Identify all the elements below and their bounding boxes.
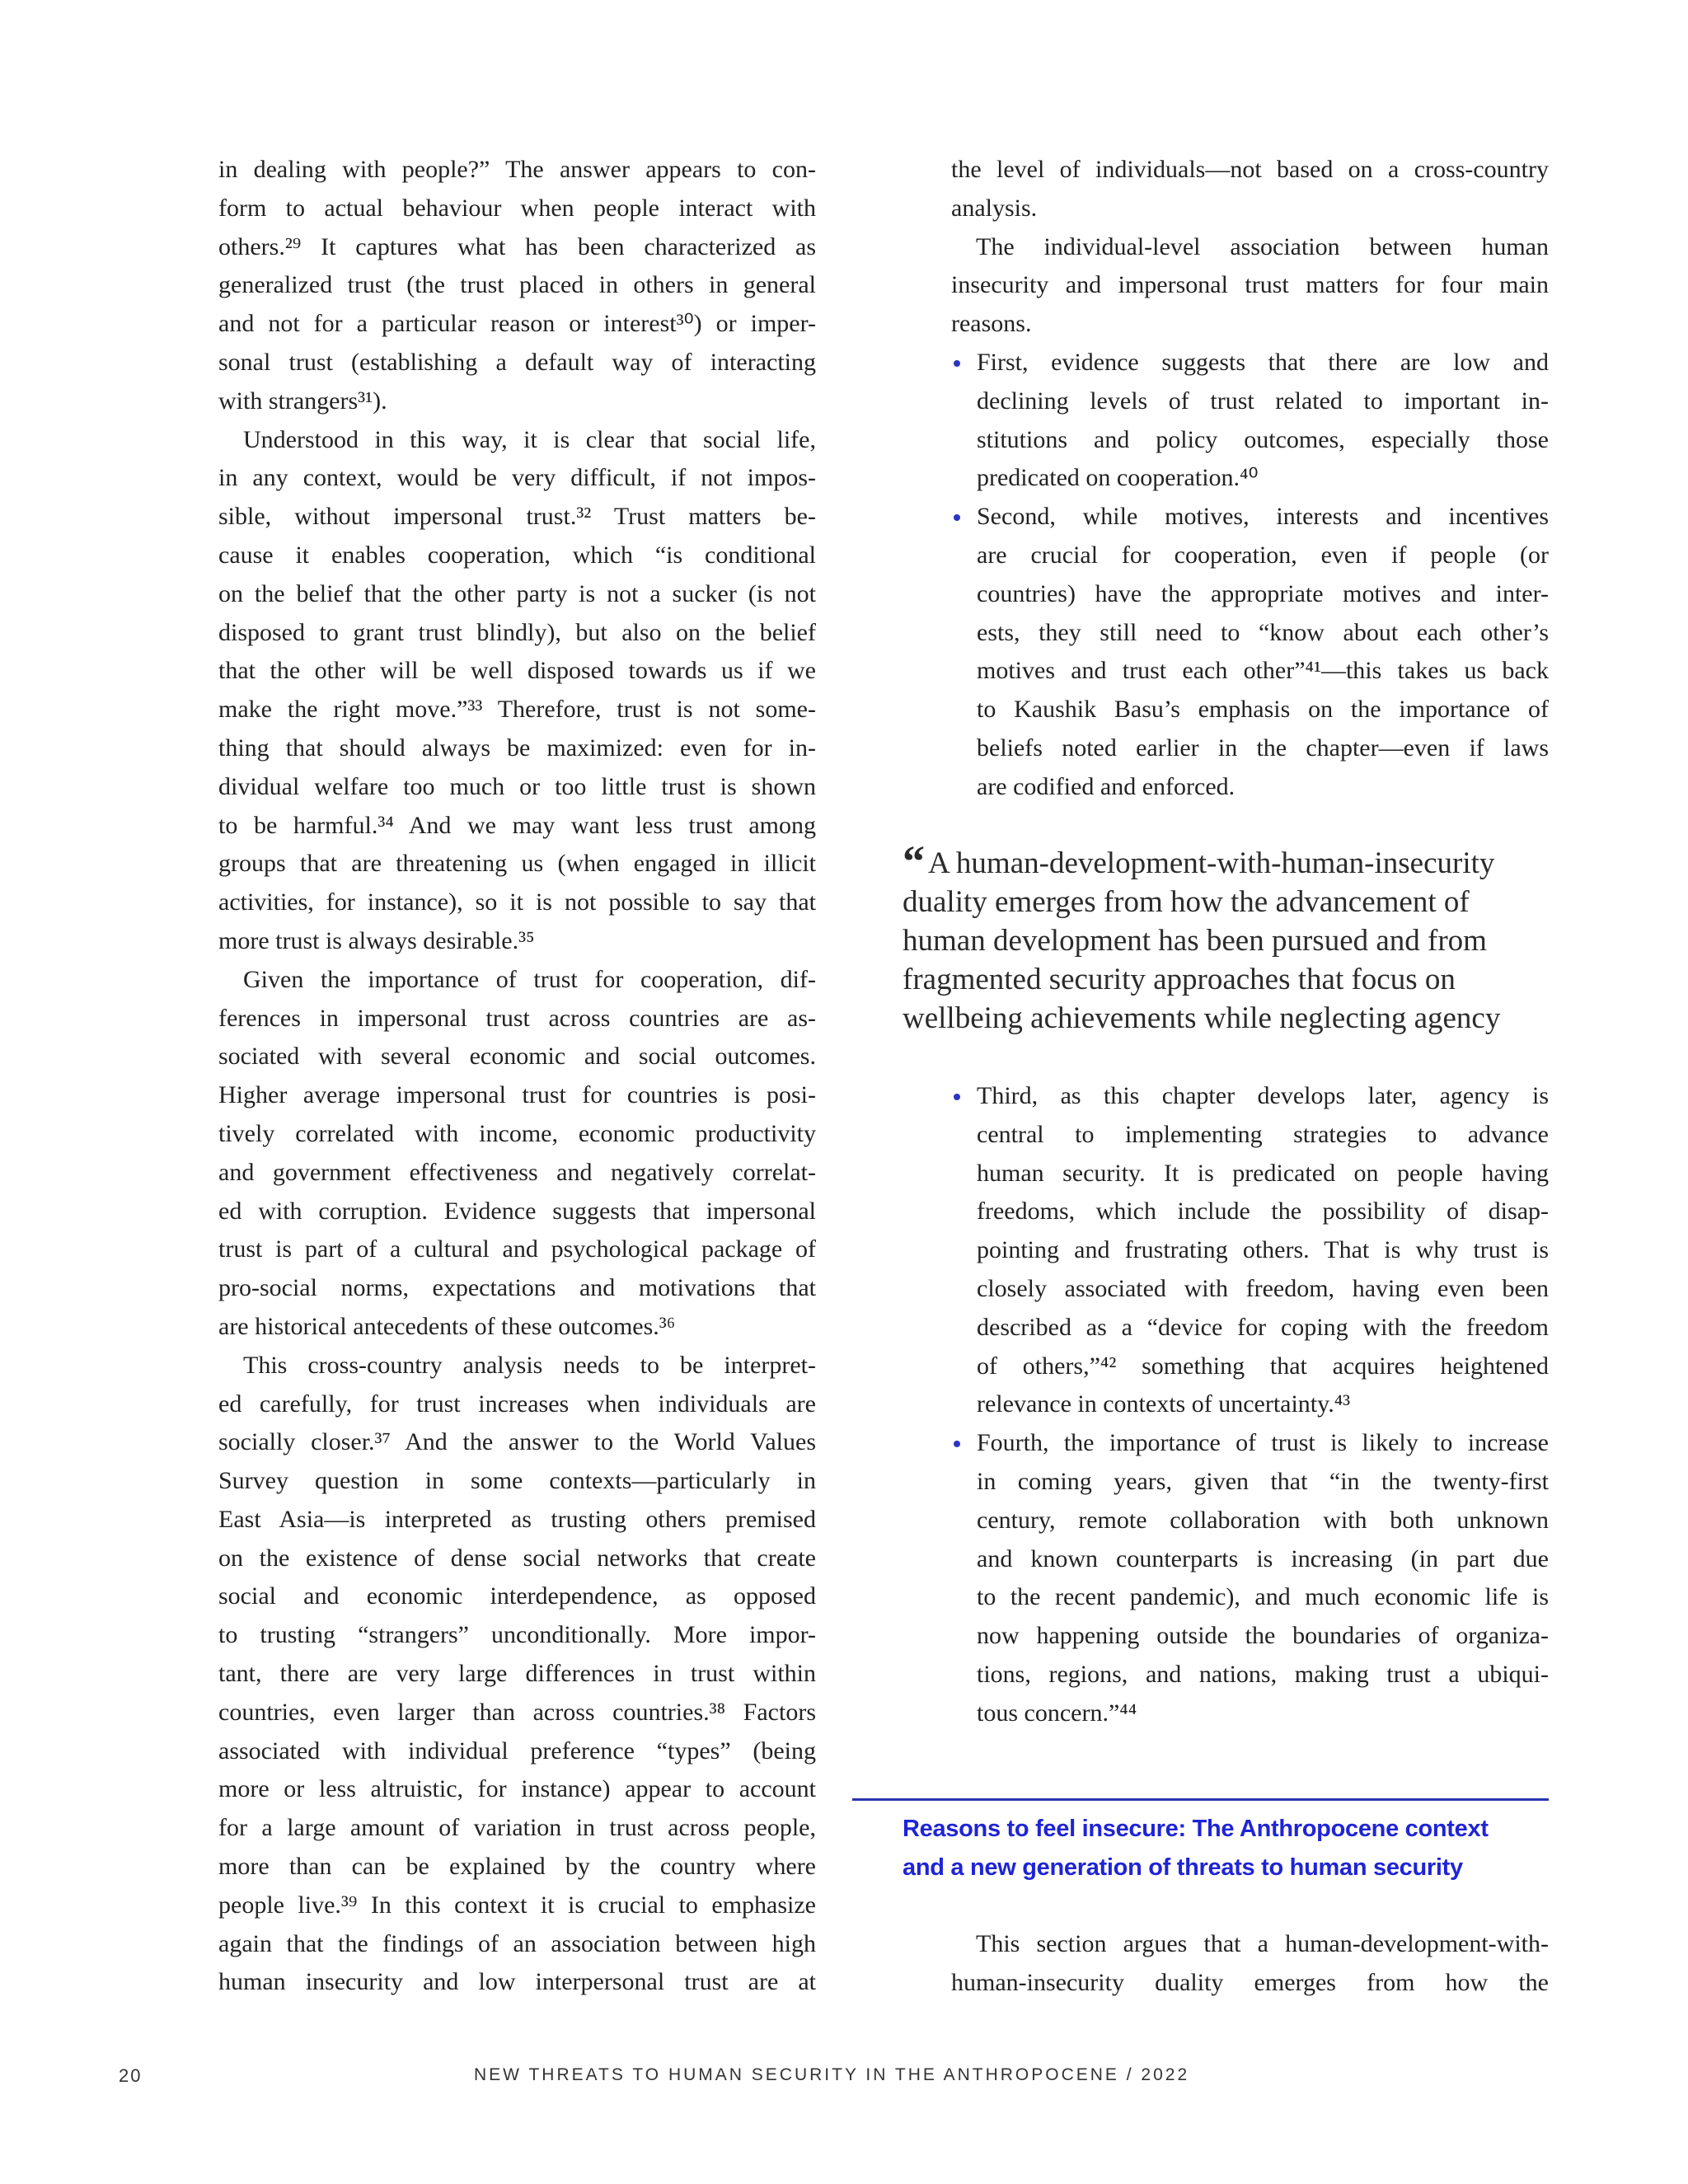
text-line: and known counterparts is increasing (in part due bbox=[977, 1544, 1549, 1572]
pull-quote-line: wellbeing achievements while neglecting agency bbox=[903, 1001, 1501, 1035]
text-line: beliefs noted earlier in the chapter—even if laws bbox=[977, 733, 1549, 762]
paragraph bbox=[218, 1347, 816, 2003]
paragraph bbox=[218, 961, 816, 1347]
text-line: in coming years, given that “in the twenty-first bbox=[977, 1467, 1549, 1495]
section-divider bbox=[852, 1798, 1549, 1801]
pull-quote-line: human development has been pursued and from bbox=[903, 924, 1487, 958]
section-heading bbox=[903, 1810, 1562, 1887]
text-line: East Asia—is interpreted as trusting others premised bbox=[218, 1505, 816, 1533]
text-line: This cross-country analysis needs to be interpret- bbox=[243, 1351, 816, 1379]
text-line: to the recent pandemic), and much economic life is bbox=[977, 1583, 1549, 1611]
text-line: Fourth, the importance of trust is likely to increase bbox=[977, 1429, 1549, 1457]
text-line: sonal trust (establishing a default way of interacting bbox=[218, 348, 816, 376]
text-line: that the other will be well disposed towards us if we bbox=[218, 657, 816, 685]
text-line: groups that are threatening us (when engaged in illicit bbox=[218, 850, 816, 878]
text-line: human security. It is predicated on people having bbox=[977, 1159, 1549, 1187]
text-line: motives and trust each other”⁴¹—this takes us back bbox=[977, 657, 1549, 685]
right-column-top bbox=[951, 151, 1549, 807]
text-line: thing that should always be maximized: even for in- bbox=[218, 733, 816, 762]
text-line: predicated on cooperation.⁴⁰ bbox=[977, 464, 1259, 492]
text-line: are historical antecedents of these outcomes.³⁶ bbox=[218, 1312, 676, 1340]
section-paragraph bbox=[951, 1925, 1549, 2003]
text-line: are codified and enforced. bbox=[977, 772, 1236, 800]
text-line: form to actual behaviour when people interact with bbox=[218, 194, 816, 222]
running-footer-title: NEW THREATS TO HUMAN SECURITY IN THE ANTHROPOCENE / 2022 bbox=[474, 2065, 1190, 2084]
section-heading-line: Reasons to feel insecure: The Anthropocene context bbox=[903, 1816, 1489, 1842]
text-line: in any context, would be very difficult, if not impos- bbox=[218, 464, 816, 492]
text-line: and not for a particular reason or interest³⁰) or imper- bbox=[218, 310, 816, 338]
text-line: First, evidence suggests that there are low and bbox=[977, 348, 1549, 376]
text-line: tions, regions, and nations, making trust a ubiqui- bbox=[977, 1660, 1549, 1688]
text-line: people live.³⁹ In this context it is crucial to emphasize bbox=[218, 1891, 816, 1919]
paragraph bbox=[951, 228, 1549, 344]
text-line: more than can be explained by the country where bbox=[218, 1853, 816, 1881]
text-line: again that the findings of an association between high bbox=[218, 1929, 816, 1957]
text-line: freedoms, which include the possibility of disap- bbox=[977, 1197, 1549, 1226]
text-line: Understood in this way, it is clear that social life, bbox=[243, 425, 816, 453]
text-line: Third, as this chapter develops later, agency is bbox=[977, 1082, 1549, 1109]
right-column-bottom bbox=[951, 1077, 1549, 1733]
text-line: now happening outside the boundaries of organiza- bbox=[977, 1622, 1549, 1650]
quote-mark-icon: “ bbox=[903, 837, 925, 886]
text-line: ferences in impersonal trust across countries are as- bbox=[218, 1004, 816, 1032]
pull-quote-line: fragmented security approaches that focus on bbox=[903, 963, 1456, 996]
text-line: on the existence of dense social networks that create bbox=[218, 1544, 816, 1572]
text-line: activities, for instance), so it is not possible to say that bbox=[218, 888, 816, 916]
text-line: for a large amount of variation in trust across people, bbox=[218, 1814, 816, 1842]
text-line: of others,”⁴² something that acquires heightened bbox=[977, 1352, 1549, 1380]
text-line: human-insecurity duality emerges from how the bbox=[951, 1968, 1549, 1996]
text-line: described as a “device for coping with the freedom bbox=[977, 1313, 1549, 1341]
text-line: associated with individual preference “types” (being bbox=[218, 1736, 816, 1765]
text-line: more or less altruistic, for instance) appear to account bbox=[218, 1775, 816, 1803]
text-line: others.²⁹ It captures what has been characterized as bbox=[218, 232, 816, 260]
text-line: stitutions and policy outcomes, especially those bbox=[977, 425, 1549, 453]
text-line: ed carefully, for trust increases when individuals are bbox=[218, 1390, 816, 1418]
text-line: sible, without impersonal trust.³² Trust matters be- bbox=[218, 503, 816, 531]
text-line: ests, they still need to “know about each other’s bbox=[977, 618, 1549, 646]
text-line: century, remote collaboration with both unknown bbox=[977, 1506, 1549, 1534]
text-line: Second, while motives, interests and incentives bbox=[977, 503, 1549, 531]
text-line: to Kaushik Basu’s emphasis on the importance of bbox=[977, 696, 1549, 724]
text-line: trust is part of a cultural and psychological package of bbox=[218, 1235, 816, 1263]
left-column bbox=[218, 151, 816, 2002]
text-line: The individual-level association between human bbox=[976, 232, 1549, 260]
text-line: countries) have the appropriate motives and inter- bbox=[977, 579, 1549, 607]
paragraph bbox=[951, 1925, 1549, 2003]
text-line: pointing and frustrating others. That is why trust is bbox=[977, 1236, 1549, 1264]
text-line: more trust is always desirable.³⁵ bbox=[218, 926, 535, 954]
text-line: Higher average impersonal trust for countries is posi- bbox=[218, 1081, 816, 1109]
text-line: to be harmful.³⁴ And we may want less trust among bbox=[218, 811, 816, 839]
text-line: are crucial for cooperation, even if people (or bbox=[977, 541, 1549, 569]
bullet-item bbox=[951, 498, 1549, 806]
text-line: Given the importance of trust for cooperation, dif- bbox=[243, 965, 816, 993]
text-line: disposed to grant trust blindly), but also on the belief bbox=[218, 618, 816, 646]
pull-quote-line: duality emerges from how the advancement of bbox=[903, 885, 1470, 919]
text-line: socially closer.³⁷ And the answer to the World Values bbox=[218, 1428, 816, 1456]
bullet-item bbox=[951, 344, 1549, 498]
text-line: tant, there are very large differences in trust within bbox=[218, 1660, 816, 1688]
pull-quote-line: “ A human-development-with-human-insecurity bbox=[903, 837, 1495, 886]
text-line: relevance in contexts of uncertainty.⁴³ bbox=[977, 1390, 1351, 1418]
text-line: ed with corruption. Evidence suggests that impersonal bbox=[218, 1197, 816, 1225]
text-line: analysis. bbox=[951, 194, 1038, 222]
text-line: Survey question in some contexts—particularly in bbox=[218, 1467, 816, 1495]
page-number: 20 bbox=[119, 2065, 143, 2086]
text-line: countries, even larger than across countries.³⁸ Factors bbox=[218, 1698, 816, 1726]
text-line: tous concern.”⁴⁴ bbox=[977, 1699, 1137, 1727]
text-line: to trusting “strangers” unconditionally. More impor- bbox=[218, 1621, 816, 1649]
section-heading-line: and a new generation of threats to human security bbox=[903, 1854, 1463, 1881]
paragraph bbox=[218, 421, 816, 961]
bullet-item bbox=[951, 1424, 1549, 1732]
text-line: tively correlated with income, economic productivity bbox=[218, 1119, 816, 1147]
text-line: pro-social norms, expectations and motivations that bbox=[218, 1274, 816, 1302]
text-line: in dealing with people?” The answer appears to con- bbox=[218, 156, 816, 183]
text-line: and government effectiveness and negatively correlat- bbox=[218, 1158, 816, 1186]
text-line: with strangers³¹). bbox=[218, 387, 387, 415]
text-line: dividual welfare too much or too little trust is shown bbox=[218, 772, 816, 800]
paragraph bbox=[218, 151, 816, 421]
text-line: the level of individuals—not based on a cross-country bbox=[951, 156, 1549, 183]
text-line: generalized trust (the trust placed in others in general bbox=[218, 271, 816, 299]
text-line: on the belief that the other party is not a sucker (is not bbox=[218, 579, 816, 607]
text-line: cause it enables cooperation, which “is conditional bbox=[218, 541, 816, 569]
text-line: This section argues that a human-development-with- bbox=[976, 1930, 1549, 1957]
text-line: make the right move.”³³ Therefore, trust is not some- bbox=[218, 696, 816, 724]
pull-quote bbox=[903, 837, 1562, 1038]
text-line: sociated with several economic and social outcomes. bbox=[218, 1043, 816, 1071]
text-line: closely associated with freedom, having even been bbox=[977, 1274, 1549, 1302]
text-line: reasons. bbox=[951, 310, 1032, 338]
text-line: social and economic interdependence, as opposed bbox=[218, 1582, 816, 1610]
paragraph bbox=[951, 151, 1549, 228]
text-line: declining levels of trust related to important in- bbox=[977, 387, 1549, 415]
bullet-item bbox=[951, 1077, 1549, 1424]
text-line: human insecurity and low interpersonal trust are at bbox=[218, 1968, 816, 1996]
text-line: central to implementing strategies to advance bbox=[977, 1120, 1549, 1148]
text-line: insecurity and impersonal trust matters for four main bbox=[951, 271, 1549, 299]
